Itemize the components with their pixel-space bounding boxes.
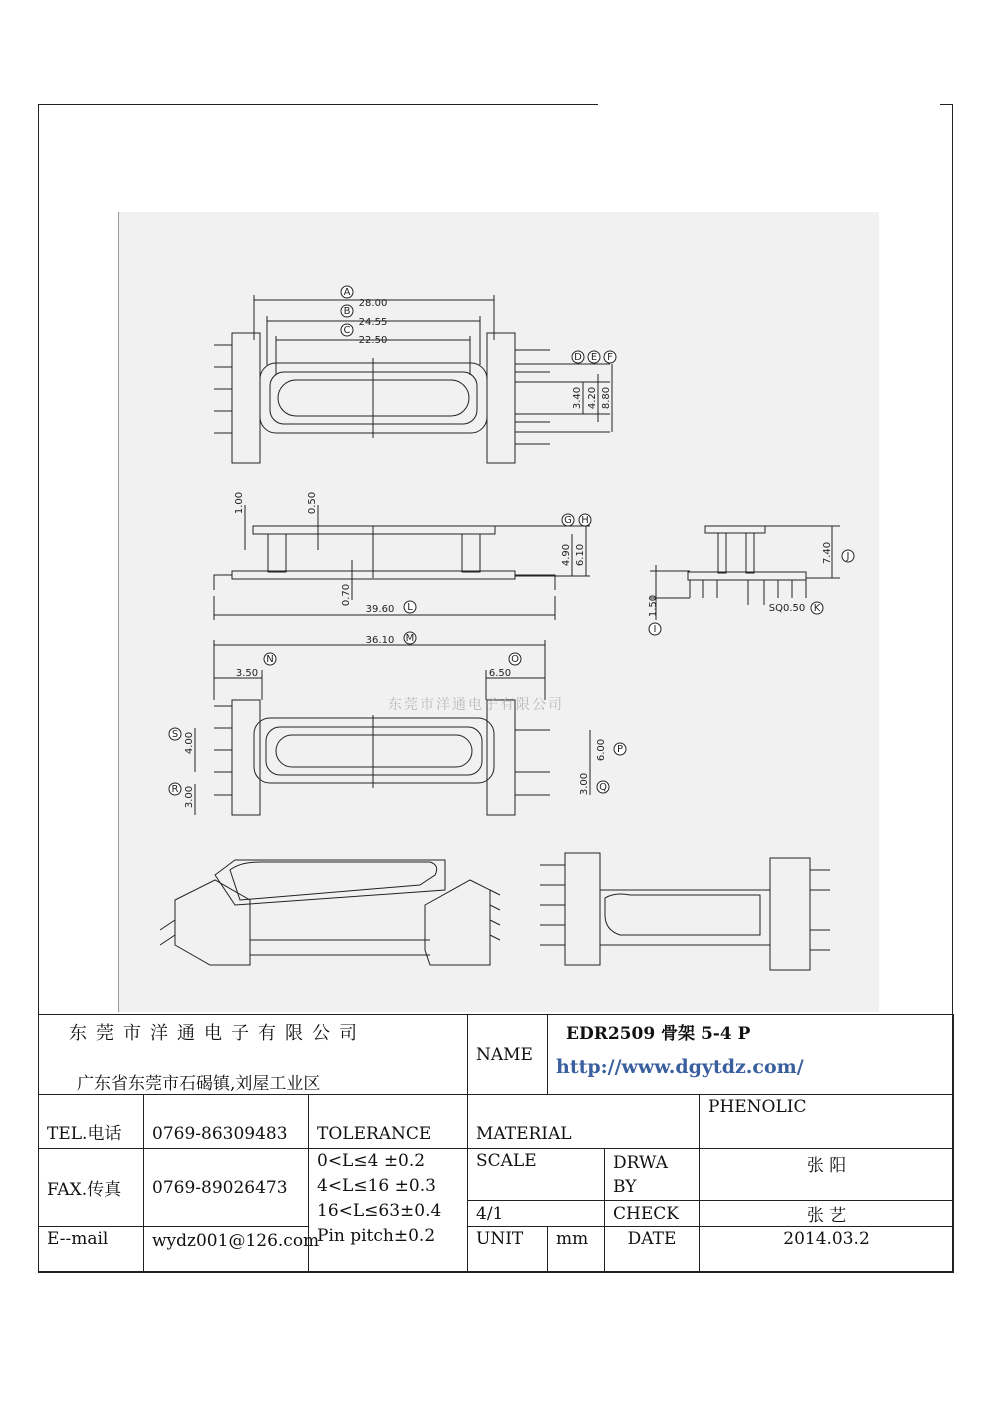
label-K: K [813,603,821,614]
dim-S: 4.00 [184,731,195,755]
dim-D: 3.40 [572,386,583,410]
label-N: N [266,654,274,665]
dim-top1: 1.00 [234,491,245,515]
dim-Q: 3.00 [579,772,590,796]
scale-label: SCALE [468,1149,605,1201]
label-L: L [407,602,413,613]
dim-L: 39.60 [365,604,395,615]
top-left-flange [232,333,260,463]
bottom-right-flange [487,700,515,815]
check-label: CHECK [605,1201,700,1227]
label-P: P [616,744,624,755]
dim-R: 3.00 [184,785,195,809]
tolerance-row-3: 16<L≤63±0.4 [317,1201,442,1221]
iso-right-flange-a [565,853,600,965]
email-label: E--mail [39,1227,144,1273]
label-F: F [607,352,613,363]
label-S: S [171,729,179,740]
label-R: R [171,784,179,795]
scale-value: 4/1 [468,1201,605,1227]
email-value[interactable]: wydz001@126.com [144,1227,309,1273]
dim-M: 36.10 [365,635,395,646]
website-link[interactable]: http://www.dgytdz.com/ [556,1056,804,1078]
iso-left-flange [175,880,250,965]
label-B: B [343,306,351,317]
dim-top2: 0.50 [307,491,318,515]
dim-H: 6.10 [575,543,586,567]
date-value: 2014.03.2 [700,1227,954,1273]
side-top-plate [705,526,765,533]
material-label: MATERIAL [468,1095,700,1149]
label-A: A [343,287,351,298]
unit-value: mm [548,1227,605,1273]
label-H: H [581,515,589,526]
label-Q: Q [599,782,607,793]
dim-P: 6.00 [596,738,607,762]
date-label: DATE [605,1227,700,1273]
material-value: PHENOLIC [700,1095,954,1149]
label-E: E [590,352,598,363]
company-address: 广东省东莞市石碣镇,刘屋工业区 [77,1074,321,1094]
iso-right-flange-b [770,858,810,970]
fax-label: FAX.传真 [39,1149,144,1227]
label-C: C [343,325,351,336]
tel-label: TEL.电话 [39,1095,144,1149]
watermark: 东莞市洋通电子有限公司 [388,697,564,713]
checked-by-value: 张 艺 [700,1201,954,1227]
label-D: D [574,352,582,363]
dim-O: 6.50 [488,668,512,679]
dim-E: 4.20 [587,386,598,410]
label-I: I [653,624,657,635]
label-O: O [511,654,519,665]
dim-C: 22.50 [358,335,388,346]
dim-A: 28.00 [358,298,388,309]
drawn-by-value: 张 阳 [700,1149,954,1201]
unit-label: UNIT [468,1227,548,1273]
dim-J: 7.40 [822,541,833,565]
tolerance-row-1: 0<L≤4 ±0.2 [317,1151,426,1171]
fax-value: 0769-89026473 [144,1149,309,1227]
bottom-slot [276,735,472,767]
tolerance-row-4: Pin pitch±0.2 [317,1226,436,1246]
tolerance-row-2: 4<L≤16 ±0.3 [317,1176,436,1196]
top-right-flange [487,333,515,463]
title-block [38,1014,953,1272]
dim-I: 1.50 [648,594,659,618]
iso-right-body [600,890,770,945]
company-name: 东莞市洋通电子有限公司 [69,1023,366,1044]
iso-left-body [215,860,445,905]
dim-G: 4.90 [561,543,572,567]
dim-N: 3.50 [235,668,259,679]
tolerance-label: TOLERANCE [309,1095,468,1149]
dim-B: 24.55 [358,317,388,328]
front-top-plate [253,526,495,534]
label-J: J [846,551,850,562]
tel-value: 0769-86309483 [144,1095,309,1149]
dim-F: 8.80 [601,386,612,410]
name-label: NAME [468,1015,548,1095]
drawn-by-label: DRWA BY [605,1149,700,1201]
label-G: G [564,515,572,526]
label-M: M [405,633,415,644]
bottom-left-flange [232,700,260,815]
dim-K: SQ0.50 [768,603,806,614]
dim-base: 0.70 [341,583,352,607]
iso-right-flange [425,880,490,965]
part-name: EDR2509 骨架 5-4 P [566,1024,751,1044]
